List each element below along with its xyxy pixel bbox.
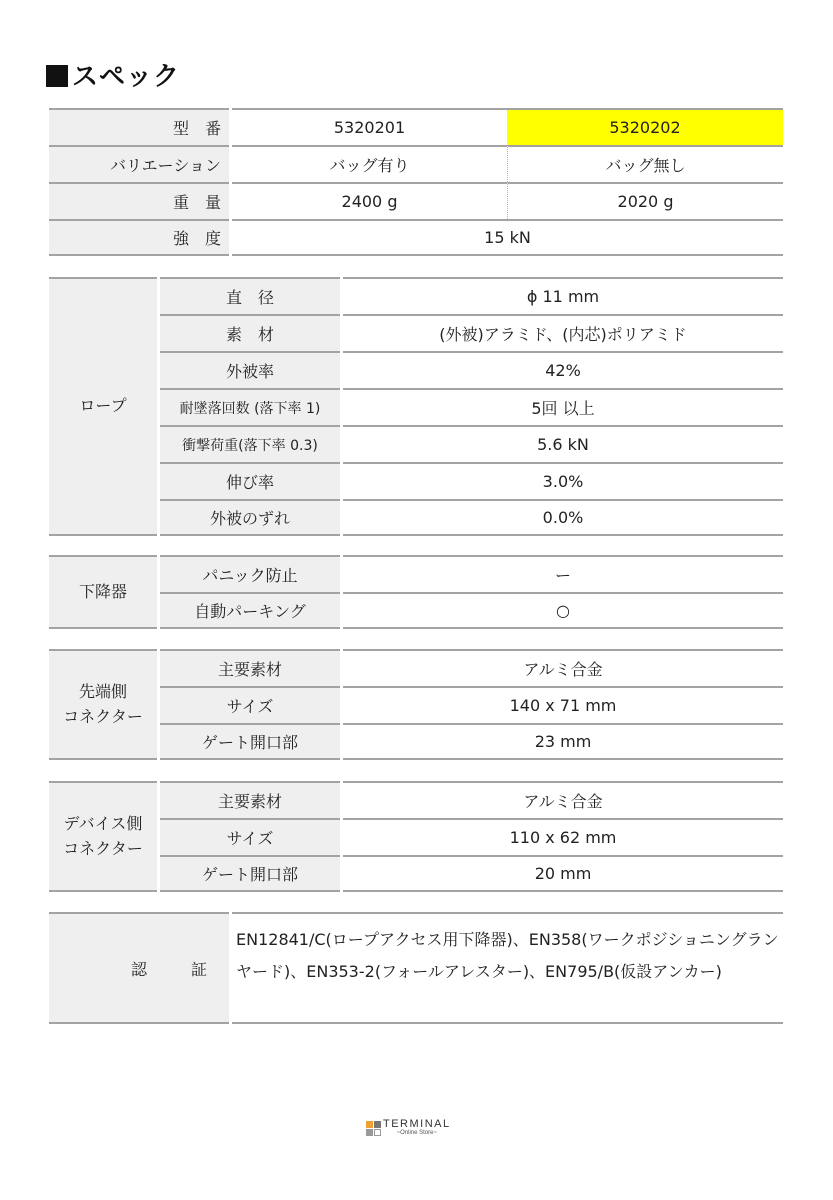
variation-value-1: バッグ有り <box>232 145 507 182</box>
table-row <box>49 855 783 892</box>
model-value-1: 5320201 <box>232 108 507 145</box>
row-value: ○ <box>343 592 783 629</box>
row-label: 主要素材 <box>160 781 340 818</box>
table-row <box>49 781 783 818</box>
table-row-model <box>49 108 783 145</box>
basic-spec-table <box>49 108 783 256</box>
table-row <box>49 723 783 760</box>
table-row <box>49 351 783 388</box>
device-connector-spec-table <box>49 781 783 892</box>
row-label: 自動パーキング <box>160 592 340 629</box>
table-row <box>49 686 783 723</box>
row-value: 0.0% <box>343 499 783 536</box>
row-value: ー <box>343 555 783 592</box>
page-title <box>46 56 180 93</box>
row-label: 重 量 <box>49 182 229 219</box>
row-value: 110 x 62 mm <box>343 818 783 855</box>
row-value: 5回 以上 <box>343 388 783 425</box>
tip-connector-spec-table <box>49 649 783 760</box>
rope-spec-table <box>49 277 783 536</box>
row-label: 型 番 <box>49 108 229 145</box>
weight-value-1: 2400 g <box>232 182 507 219</box>
row-value: 5.6 kN <box>343 425 783 462</box>
table-row <box>49 462 783 499</box>
weight-value-2: 2020 g <box>507 182 783 219</box>
table-row <box>49 649 783 686</box>
row-value: 20 mm <box>343 855 783 892</box>
table-row <box>49 555 783 592</box>
row-label: サイズ <box>160 686 340 723</box>
strength-value: 15 kN <box>232 219 783 256</box>
row-value: 23 mm <box>343 723 783 760</box>
table-row <box>49 592 783 629</box>
row-value: ϕ 11 mm <box>343 277 783 314</box>
row-label: ゲート開口部 <box>160 855 340 892</box>
row-value: アルミ合金 <box>343 781 783 818</box>
model-value-2: 5320202 <box>507 108 783 145</box>
table-row <box>49 314 783 351</box>
table-row <box>49 499 783 536</box>
row-label: 強 度 <box>49 219 229 256</box>
variation-value-2: バッグ無し <box>507 145 783 182</box>
page-title-text: スペック <box>72 62 181 92</box>
group-label-rope: ロープ <box>49 277 157 536</box>
certification-table <box>49 912 783 1024</box>
row-label: バリエーション <box>49 145 229 182</box>
group-label-line2: コネクター <box>63 838 143 858</box>
row-value: アルミ合金 <box>343 649 783 686</box>
row-label: パニック防止 <box>160 555 340 592</box>
certification-value: EN12841/C(ロープアクセス用下降器)、EN358(ワークポジショニングランヤード)、EN353-2(フォールアレスター)、EN795/B(仮設アンカー) <box>232 912 783 1024</box>
table-row-weight <box>49 182 783 219</box>
row-value: 3.0% <box>343 462 783 499</box>
square-bullet-icon <box>46 65 68 87</box>
row-label: 伸び率 <box>160 462 340 499</box>
row-label: 主要素材 <box>160 649 340 686</box>
table-row <box>49 425 783 462</box>
row-value: 42% <box>343 351 783 388</box>
row-label: 衝撃荷重(落下率 0.3) <box>160 425 340 462</box>
table-row-variation <box>49 145 783 182</box>
table-row-strength <box>49 219 783 256</box>
group-label-descender: 下降器 <box>49 555 157 629</box>
row-label: サイズ <box>160 818 340 855</box>
row-label: 外被のずれ <box>160 499 340 536</box>
row-value: 140 x 71 mm <box>343 686 783 723</box>
certification-label: 認 証 <box>49 912 229 1024</box>
row-value: (外被)アラミド、(内芯)ポリアミド <box>343 314 783 351</box>
table-row <box>49 388 783 425</box>
table-row <box>49 818 783 855</box>
table-row <box>49 277 783 314</box>
row-label: 素 材 <box>160 314 340 351</box>
row-label: 直 径 <box>160 277 340 314</box>
group-label-line1: 先端側 <box>78 681 127 701</box>
descender-spec-table <box>49 555 783 629</box>
row-label: ゲート開口部 <box>160 723 340 760</box>
row-label: 外被率 <box>160 351 340 388</box>
brand-tagline: ~Online Store~ <box>396 1130 437 1136</box>
group-label-line2: コネクター <box>63 706 143 726</box>
group-label-line1: デバイス側 <box>63 813 143 833</box>
footer-logo <box>366 1119 451 1136</box>
brand-name: TERMINAL <box>383 1118 451 1130</box>
terminal-logo-icon <box>366 1121 380 1135</box>
row-label: 耐墜落回数 (落下率 1) <box>160 388 340 425</box>
